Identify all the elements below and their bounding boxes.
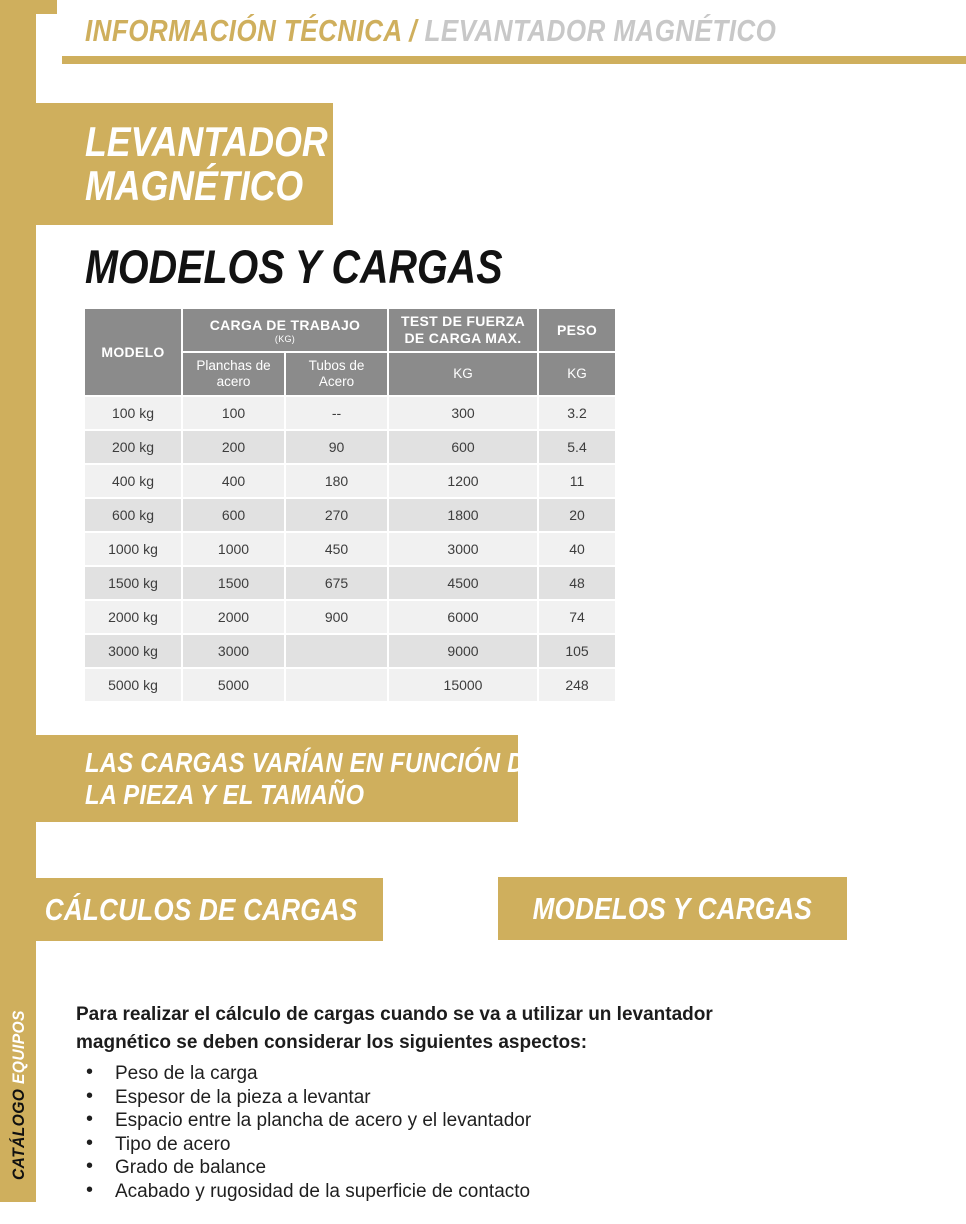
table-row [85, 635, 615, 667]
list-item: • Peso de la carga [76, 1062, 796, 1086]
cell-tubos [286, 635, 387, 667]
cell-modelo: 600 kg [85, 499, 181, 531]
table-row [85, 499, 615, 531]
cell-planchas: 600 [183, 499, 284, 531]
title-line-1: LEVANTADOR [85, 118, 328, 165]
cell-test: 9000 [389, 635, 537, 667]
cell-test: 3000 [389, 533, 537, 565]
note-banner [33, 735, 541, 822]
title-banner [33, 103, 333, 225]
top-left-gold-tab [0, 0, 57, 14]
cell-planchas: 100 [183, 397, 284, 429]
cell-peso: 248 [539, 669, 615, 701]
banner-modelos-y-cargas [498, 877, 847, 940]
col-header-test-fuerza: TEST DE FUERZA DE CARGA MAX. [389, 309, 537, 351]
breadcrumb [85, 13, 776, 49]
list-item: • Espesor de la pieza a levantar [76, 1086, 796, 1110]
col-header-modelo: MODELO [85, 309, 181, 395]
cell-tubos: -- [286, 397, 387, 429]
cell-modelo: 400 kg [85, 465, 181, 497]
cell-test: 300 [389, 397, 537, 429]
cell-tubos: 450 [286, 533, 387, 565]
list-item: • Grado de balance [76, 1156, 796, 1180]
col-header-peso: PESO [539, 309, 615, 351]
col-subheader-test-kg: KG [389, 353, 537, 395]
side-label-category: EQUIPOS [9, 1010, 28, 1089]
list-item: • Espacio entre la plancha de acero y el levantador [76, 1109, 796, 1133]
cell-modelo: 1500 kg [85, 567, 181, 599]
cell-modelo: 100 kg [85, 397, 181, 429]
cell-tubos: 270 [286, 499, 387, 531]
col-subheader-planchas: Planchas de acero [183, 353, 284, 395]
cell-planchas: 2000 [183, 601, 284, 633]
cell-peso: 3.2 [539, 397, 615, 429]
table-row [85, 397, 615, 429]
breadcrumb-section: INFORMACIÓN TÉCNICA / [85, 13, 425, 48]
cell-peso: 74 [539, 601, 615, 633]
cell-peso: 11 [539, 465, 615, 497]
cell-modelo: 3000 kg [85, 635, 181, 667]
col-header-carga-de-trabajo [183, 309, 387, 351]
cell-tubos: 900 [286, 601, 387, 633]
cell-tubos: 675 [286, 567, 387, 599]
banner-modelos-label: MODELOS Y CARGAS [532, 890, 813, 926]
cell-tubos: 180 [286, 465, 387, 497]
cell-planchas: 3000 [183, 635, 284, 667]
cell-planchas: 1500 [183, 567, 284, 599]
col-header-carga-label: CARGA DE TRABAJO [209, 316, 361, 333]
aspect-bullet-list [76, 1062, 796, 1203]
cell-test: 1800 [389, 499, 537, 531]
table-row [85, 533, 615, 565]
section-heading-modelos-y-cargas: MODELOS Y CARGAS [85, 240, 503, 293]
side-vertical-label [9, 1010, 29, 1180]
cell-test: 600 [389, 431, 537, 463]
header-gold-rule [62, 56, 966, 64]
list-item: • Acabado y rugosidad de la superficie de contacto [76, 1180, 796, 1204]
cell-peso: 105 [539, 635, 615, 667]
table-row [85, 465, 615, 497]
cell-peso: 40 [539, 533, 615, 565]
col-header-carga-unit: (KG) [274, 333, 296, 344]
cell-peso: 48 [539, 567, 615, 599]
cell-planchas: 1000 [183, 533, 284, 565]
col-subheader-tubos: Tubos de Acero [286, 353, 387, 395]
models-loads-table [83, 307, 617, 703]
cell-planchas: 200 [183, 431, 284, 463]
cell-planchas: 400 [183, 465, 284, 497]
cell-modelo: 1000 kg [85, 533, 181, 565]
banner-calculos-de-cargas [20, 878, 383, 941]
cell-test: 4500 [389, 567, 537, 599]
title-line-2: MAGNÉTICO [85, 162, 304, 209]
table-row [85, 601, 615, 633]
cell-modelo: 2000 kg [85, 601, 181, 633]
cell-modelo: 5000 kg [85, 669, 181, 701]
cell-test: 6000 [389, 601, 537, 633]
cell-peso: 20 [539, 499, 615, 531]
side-label-catalog: CATÁLOGO [9, 1088, 28, 1180]
banner-calculos-label: CÁLCULOS DE CARGAS [45, 891, 358, 927]
col-subheader-peso-kg: KG [539, 353, 615, 395]
cell-peso: 5.4 [539, 431, 615, 463]
table-row [85, 669, 615, 701]
cell-test: 15000 [389, 669, 537, 701]
intro-paragraph: Para realizar el cálculo de cargas cuando se va a utilizar un levantador magnético se deben considerar los siguientes aspectos: [76, 1004, 713, 1053]
cell-tubos [286, 669, 387, 701]
cell-test: 1200 [389, 465, 537, 497]
cell-planchas: 5000 [183, 669, 284, 701]
table-row [85, 567, 615, 599]
note-line-1: LAS CARGAS VARÍAN EN FUNCIÓN DE [85, 746, 541, 778]
cell-modelo: 200 kg [85, 431, 181, 463]
cell-tubos: 90 [286, 431, 387, 463]
list-item: • Tipo de acero [76, 1133, 796, 1157]
note-line-2: LA PIEZA Y EL TAMAÑO [85, 778, 365, 810]
table-row [85, 431, 615, 463]
breadcrumb-page: LEVANTADOR MAGNÉTICO [424, 13, 777, 48]
